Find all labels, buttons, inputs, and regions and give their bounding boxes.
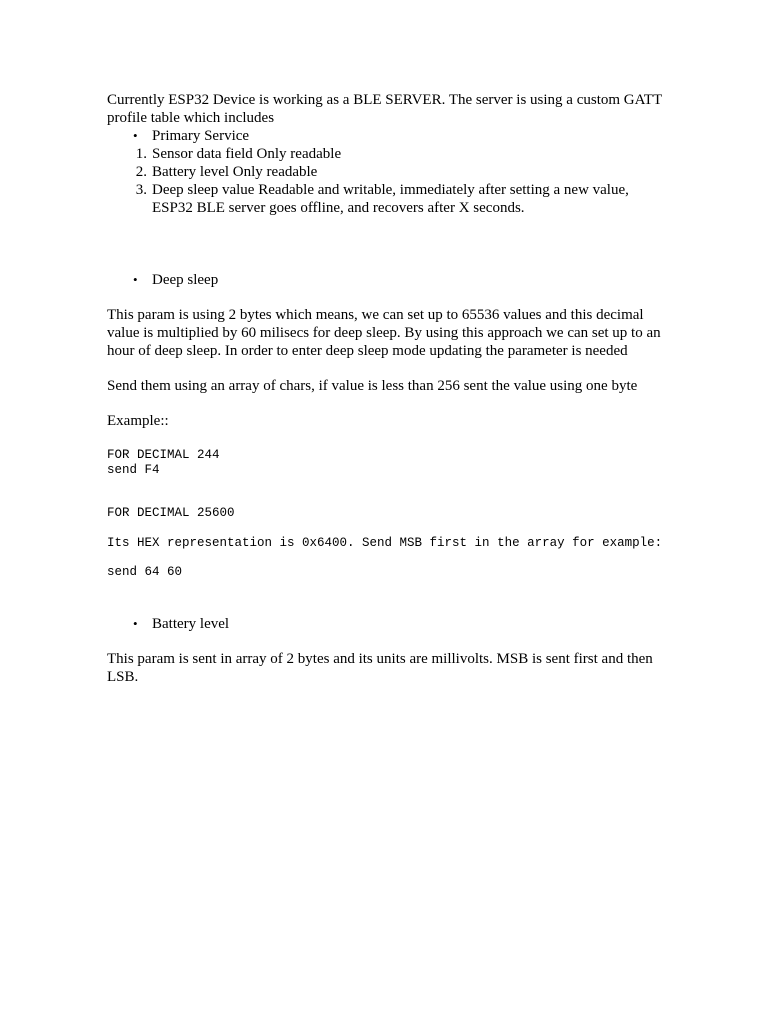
deep-sleep-paragraph: This param is using 2 bytes which means, we can set up to 65536 values and this decimal value is multiplied by 60 milisecs for deep sleep. By using this approach we can set up to an hour of deep sleep. In order to enter deep sleep mode updating the parameter is needed	[107, 307, 661, 359]
document-body	[107, 91, 667, 686]
list-item-sensor-data: 1. Sensor data field Only readable	[135, 146, 342, 162]
bullet-icon: •	[133, 272, 138, 287]
intro-paragraph: Currently ESP32 Device is working as a BLE SERVER. The server is using a custom GATT profile table which includes	[107, 92, 662, 126]
list-item-battery-level: 2. Battery level Only readable	[135, 164, 318, 180]
gatt-profile-list	[107, 127, 667, 217]
section-heading-deep-sleep: • Deep sleep	[133, 272, 219, 288]
list-item-deep-sleep-value: 3. Deep sleep value Readable and writable, immediately after setting a new value, ESP32 BLE server goes offline, and recovers after X seconds.	[135, 182, 629, 216]
section-heading-battery-level: • Battery level	[133, 616, 230, 632]
battery-heading-list	[107, 615, 667, 633]
battery-paragraph: This param is sent in array of 2 bytes and its units are millivolts. MSB is sent first and then LSB.	[107, 651, 653, 685]
example-label: Example::	[107, 413, 169, 429]
code-block-decimal-244: FOR DECIMAL 244 send F4	[107, 448, 220, 477]
bullet-icon: •	[133, 128, 138, 143]
send-array-paragraph: Send them using an array of chars, if value is less than 256 sent the value using one byte	[107, 378, 638, 394]
list-item-primary-service: • Primary Service	[133, 128, 250, 144]
deep-sleep-heading-list	[107, 271, 667, 289]
code-block-decimal-25600: FOR DECIMAL 25600 Its HEX representation is 0x6400. Send MSB first in the array for example: send 64 60	[107, 506, 663, 579]
bullet-icon: •	[133, 616, 138, 631]
